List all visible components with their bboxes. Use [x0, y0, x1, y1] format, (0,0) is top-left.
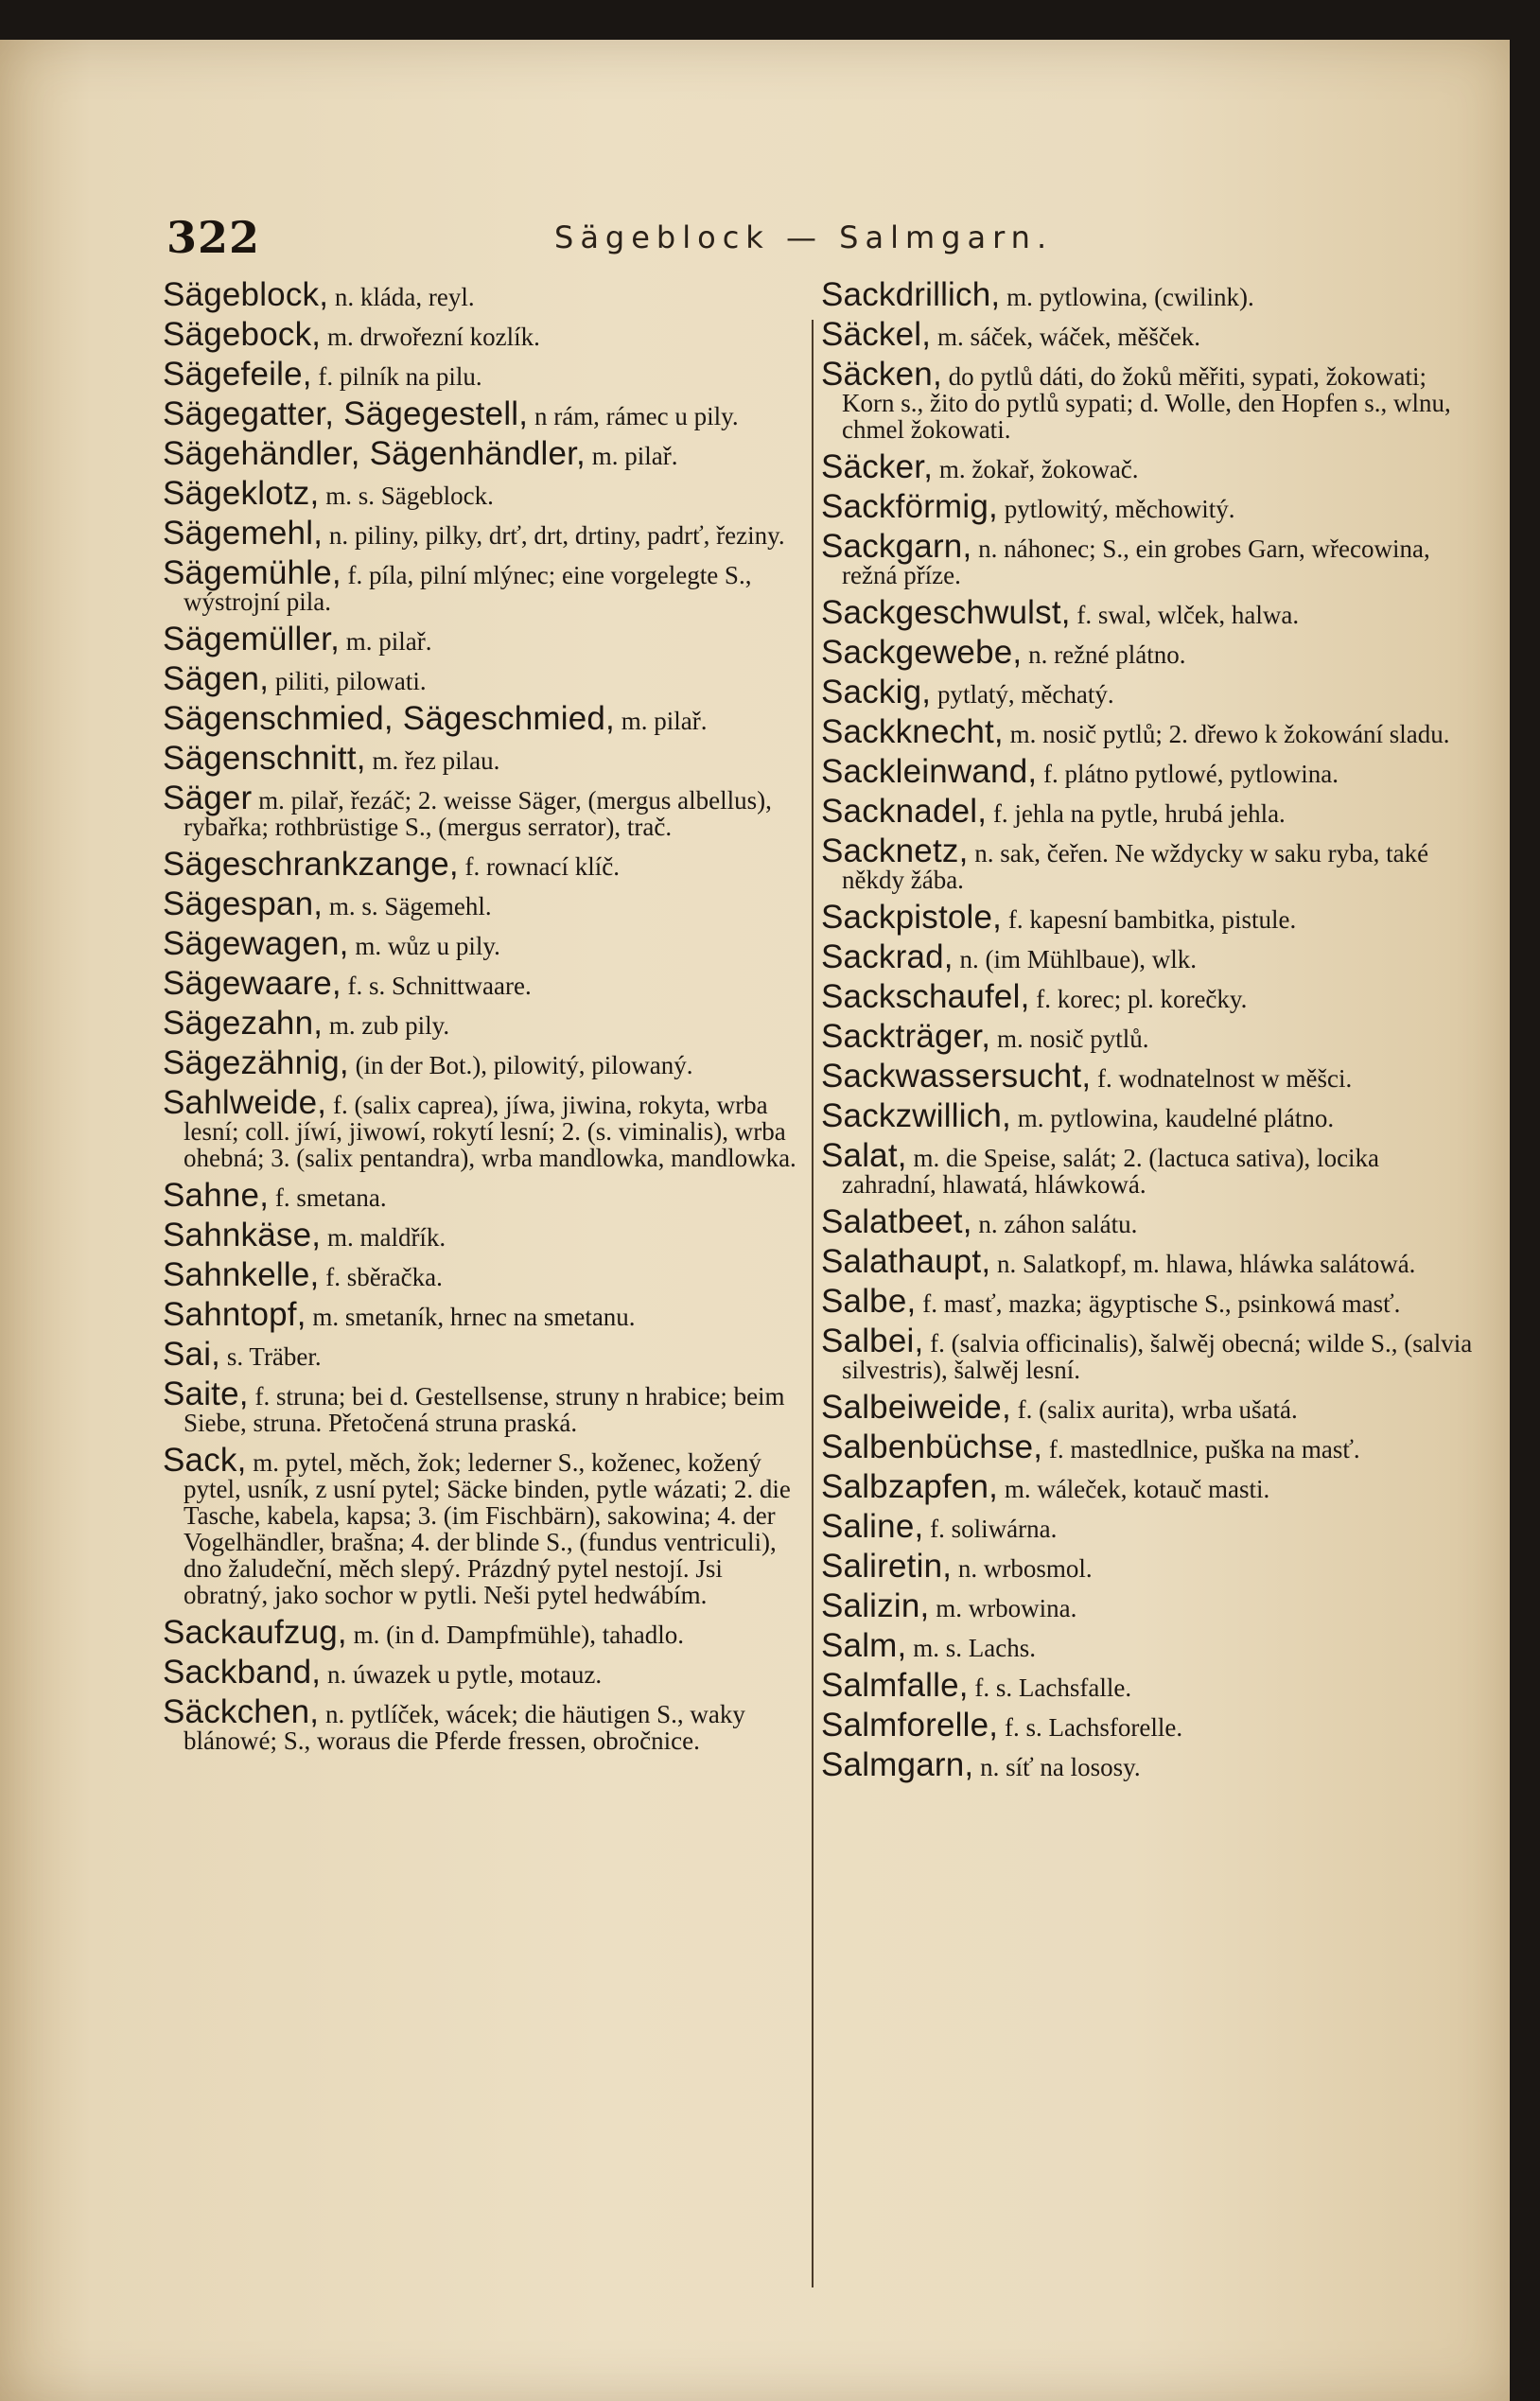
entry-headword: Salathaupt, — [821, 1243, 991, 1280]
dictionary-entry — [821, 1097, 1474, 1134]
entry-definition: (in der Bot.), pilowitý, pilowaný. — [355, 1051, 693, 1079]
dictionary-entry — [163, 846, 806, 883]
entry-definition: f. masť, mazka; ägyptische S., psinkowá masť. — [922, 1289, 1401, 1318]
dictionary-entry — [163, 554, 806, 616]
entry-headword: Sägefeile, — [163, 356, 312, 393]
entry-headword: Sägemüller, — [163, 621, 341, 657]
entry-headword: Salmgarn, — [821, 1746, 974, 1783]
dictionary-entry — [163, 356, 806, 393]
entry-definition: f. soliwárna. — [930, 1515, 1058, 1543]
entry-headword: Sahntopf, — [163, 1296, 306, 1333]
entry-definition: m. s. Sägeblock. — [325, 482, 494, 510]
left-column — [163, 276, 806, 1765]
entry-headword: Sägezahn, — [163, 1005, 324, 1042]
dictionary-entry — [821, 448, 1474, 485]
entry-definition: f. rownací klíč. — [464, 852, 620, 881]
dictionary-entry — [163, 780, 806, 841]
right-column — [821, 276, 1474, 1792]
entry-definition: n. wrbosmol. — [957, 1554, 1093, 1583]
entry-definition: pytlowitý, měchowitý. — [1004, 495, 1235, 523]
entry-definition: piliti, pilowati. — [274, 667, 427, 695]
entry-headword: Sackgeschwulst, — [821, 594, 1071, 631]
entry-headword: Sackträger, — [821, 1018, 991, 1055]
entry-definition: n. náhonec; S., ein grobes Garn, wřecowina, režná příze. — [842, 535, 1430, 589]
entry-definition: m. pilař, řezáč; 2. weisse Säger, (mergus albellus), rybařka; rothbrüstige S., (mergus serrator), trač. — [184, 786, 772, 841]
entry-definition: f. píla, pilní mlýnec; eine vorgelegte S., wýstrojní pila. — [184, 561, 752, 616]
entry-headword: Sacknadel, — [821, 793, 988, 830]
entry-headword: Sägenschmied, Sägeschmied, — [163, 700, 615, 737]
entry-headword: Säckel, — [821, 316, 932, 353]
entry-definition: m. pytel, měch, žok; lederner S., koženec, kožený pytel, usník, z usní pytel; Säcke binden, pytle wázati; 2. die Tasche, kabela, kapsa; 3. (im Fischbärn), sakowina; 4. der Vogelhändler, brašna; 4. der blinde S., (fundus ventriculi), dno žaludeční, měch slepý. Prázdný pytel nestojí. Jsi obratný, jako sochor w pytli. Neši pytel hedwábím. — [184, 1448, 791, 1609]
dictionary-entry — [821, 594, 1474, 631]
entry-headword: Saite, — [163, 1376, 249, 1412]
dictionary-entry — [821, 356, 1474, 444]
entry-definition: f. plátno pytlowé, pytlowina. — [1043, 760, 1339, 788]
entry-definition: do pytlů dáti, do žoků měřiti, sypati, žokowati; Korn s., žito do pytlů sypati; d. Wolle, den Hopfen s., wlnu, chmel žokowati. — [842, 362, 1451, 444]
entry-definition: n. režné plátno. — [1028, 640, 1186, 669]
entry-definition: f. swal, wlček, halwa. — [1076, 601, 1300, 629]
entry-definition: f. sběračka. — [325, 1263, 443, 1291]
entry-headword: Sackrad, — [821, 938, 954, 975]
entry-definition: n. sak, čeřen. Ne wždycky w saku ryba, také někdy žába. — [842, 839, 1429, 894]
entry-definition: n. piliny, pilky, drť, drt, drtiny, padrť, řeziny. — [328, 521, 785, 550]
dictionary-entry — [821, 1746, 1474, 1783]
entry-headword: Salat, — [821, 1137, 907, 1174]
dictionary-entry — [821, 832, 1474, 894]
entry-headword: Sackig, — [821, 674, 932, 710]
dictionary-entry — [821, 1468, 1474, 1505]
dictionary-entry — [163, 621, 806, 657]
dictionary-entry — [821, 938, 1474, 975]
entry-definition: f. mastedlnice, puška na masť. — [1048, 1435, 1360, 1463]
entry-definition: f. struna; bei d. Gestellsense, struny n hrabice; beim Siebe, struna. Přetočená struna praská. — [184, 1382, 785, 1437]
page-header — [166, 212, 1462, 265]
entry-headword: Sackwassersucht, — [821, 1058, 1092, 1095]
entry-headword: Salbenbüchse, — [821, 1428, 1043, 1465]
entry-definition: n. kláda, reyl. — [334, 283, 475, 311]
entry-definition: m. drwořezní kozlík. — [326, 323, 540, 351]
entry-definition: f. (salix aurita), wrba ušatá. — [1017, 1395, 1298, 1424]
entry-headword: Sackgewebe, — [821, 634, 1023, 671]
dictionary-entry — [821, 753, 1474, 790]
dictionary-entry — [163, 1336, 806, 1373]
entry-definition: m. pilař. — [621, 707, 708, 735]
entry-headword: Sahnkelle, — [163, 1256, 320, 1293]
entry-headword: Sackleinwand, — [821, 753, 1038, 790]
entry-definition: f. jehla na pytle, hrubá jehla. — [992, 799, 1286, 828]
entry-headword: Säcken, — [821, 356, 942, 393]
entry-definition: f. s. Lachsfalle. — [974, 1674, 1132, 1702]
entry-definition: n. záhon salátu. — [978, 1210, 1138, 1238]
entry-headword: Sägenschnitt, — [163, 740, 366, 777]
entry-definition: f. (salvia officinalis), šalwěj obecná; wilde S., (salvia silvestris), šalwěj lesní. — [842, 1329, 1473, 1384]
entry-headword: Sahnkäse, — [163, 1217, 322, 1253]
dictionary-entry — [163, 925, 806, 962]
entry-headword: Sägezähnig, — [163, 1044, 349, 1081]
dictionary-entry — [821, 674, 1474, 710]
entry-definition: m. nosič pytlů. — [996, 1025, 1149, 1053]
entry-headword: Salbe, — [821, 1283, 917, 1320]
entry-headword: Sackschaufel, — [821, 978, 1030, 1015]
dictionary-entry — [821, 978, 1474, 1015]
dictionary-entry — [163, 276, 806, 313]
entry-definition: s. Träber. — [226, 1342, 322, 1371]
dictionary-entry — [821, 713, 1474, 750]
dictionary-entry — [821, 1428, 1474, 1465]
entry-definition: m. maldřík. — [326, 1223, 446, 1252]
dictionary-entry — [163, 1376, 806, 1437]
dictionary-entry — [163, 1005, 806, 1042]
entry-definition: n. síť na lososy. — [980, 1753, 1141, 1781]
entry-headword: Salmfalle, — [821, 1667, 969, 1704]
entry-definition: m. zub pily. — [328, 1011, 450, 1040]
dictionary-entry — [163, 435, 806, 472]
dictionary-entry — [163, 395, 806, 432]
entry-headword: Säcker, — [821, 448, 934, 485]
entry-definition: m. wůz u pily. — [355, 932, 500, 960]
dictionary-entry — [821, 1058, 1474, 1095]
dictionary-entry — [821, 1203, 1474, 1240]
dictionary-entry — [163, 965, 806, 1002]
entry-definition: m. pytlowina, (cwilink). — [1006, 283, 1254, 311]
entry-headword: Sahne, — [163, 1177, 270, 1214]
entry-definition: f. wodnatelnost w měšci. — [1097, 1064, 1353, 1093]
entry-headword: Sackgarn, — [821, 528, 972, 565]
dictionary-entry — [821, 1587, 1474, 1624]
dictionary-entry — [821, 1508, 1474, 1545]
dictionary-entry — [821, 1018, 1474, 1055]
entry-headword: Saliretin, — [821, 1548, 953, 1585]
entry-definition: m. (in d. Dampfmühle), tahadlo. — [353, 1621, 684, 1649]
entry-headword: Salbeiweide, — [821, 1389, 1011, 1426]
entry-headword: Sägen, — [163, 660, 270, 697]
entry-headword: Salizin, — [821, 1587, 930, 1624]
entry-definition: n. úwazek u pytle, motauz. — [326, 1660, 603, 1689]
entry-headword: Sägemehl, — [163, 515, 324, 552]
dictionary-entry — [163, 1044, 806, 1081]
dictionary-entry — [163, 1614, 806, 1651]
entry-headword: Sägehändler, Sägenhändler, — [163, 435, 586, 472]
entry-headword: Sack, — [163, 1442, 247, 1479]
entry-definition: m. s. Lachs. — [913, 1634, 1036, 1662]
entry-headword: Sägegatter, Sägegestell, — [163, 395, 529, 432]
entry-definition: m. sáček, wáček, měšček. — [936, 323, 1201, 351]
dictionary-entry — [821, 488, 1474, 525]
entry-definition: f. korec; pl. korečky. — [1036, 985, 1248, 1013]
entry-definition: m. řez pilau. — [372, 746, 500, 775]
entry-definition: m. nosič pytlů; 2. dřewo k žokowání sladu. — [1009, 720, 1450, 748]
entry-definition: m. s. Sägemehl. — [328, 892, 492, 920]
entry-headword: Sägeklotz, — [163, 475, 320, 512]
dictionary-entry — [163, 740, 806, 777]
entry-headword: Sacknetz, — [821, 832, 969, 869]
entry-headword: Sägewagen, — [163, 925, 349, 962]
dictionary-entry — [163, 1442, 806, 1609]
entry-definition: n. pytlíček, wácek; die häutigen S., waky blánowé; S., woraus die Pferde fressen, obročnice. — [184, 1700, 745, 1755]
entry-headword: Sägebock, — [163, 316, 322, 353]
entry-definition: m. pilař. — [345, 627, 432, 656]
dictionary-entry — [821, 528, 1474, 589]
dictionary-entry — [821, 1548, 1474, 1585]
dictionary-entry — [821, 1667, 1474, 1704]
entry-headword: Säckchen, — [163, 1693, 320, 1730]
dictionary-entry — [163, 1217, 806, 1253]
dictionary-entry — [163, 515, 806, 552]
entry-headword: Saline, — [821, 1508, 924, 1545]
dictionary-entry — [163, 475, 806, 512]
dictionary-entry — [821, 276, 1474, 313]
entry-definition: m. pytlowina, kaudelné plátno. — [1017, 1104, 1335, 1132]
dictionary-entry — [821, 793, 1474, 830]
entry-headword: Salbzapfen, — [821, 1468, 999, 1505]
dictionary-entry — [163, 1296, 806, 1333]
entry-headword: Salbei, — [821, 1323, 924, 1359]
dictionary-entry — [821, 1243, 1474, 1280]
entry-headword: Sägemühle, — [163, 554, 341, 591]
entry-definition: f. pilník na pilu. — [318, 362, 482, 391]
column-divider — [812, 320, 814, 2287]
dictionary-entry — [821, 1323, 1474, 1384]
entry-definition: f. kapesní bambitka, pistule. — [1007, 905, 1297, 934]
dictionary-entry — [163, 1256, 806, 1293]
entry-headword: Sackförmig, — [821, 488, 998, 525]
entry-definition: f. smetana. — [274, 1183, 387, 1212]
entry-headword: Salmforelle, — [821, 1707, 999, 1744]
entry-definition: f. s. Lachsforelle. — [1004, 1713, 1183, 1742]
running-head: Sägeblock — Salmgarn. — [554, 219, 1054, 255]
entry-headword: Sägeschrankzange, — [163, 846, 459, 883]
dictionary-entry — [163, 885, 806, 922]
entry-definition: f. (salix caprea), jíwa, jiwina, rokyta, wrba lesní; coll. jíwí, jiwowí, rokytí lesní; 2. (s. viminalis), wrba ohebná; 3. (salix pentandra), wrba mandlowka, mandlowka. — [184, 1091, 796, 1172]
dictionary-entry — [821, 1627, 1474, 1664]
dictionary-entry — [821, 899, 1474, 936]
entry-definition: m. wáleček, kotauč masti. — [1004, 1475, 1270, 1503]
entry-headword: Salatbeet, — [821, 1203, 972, 1240]
dictionary-entry — [821, 1389, 1474, 1426]
entry-definition: m. žokař, žokowač. — [938, 455, 1139, 483]
entry-headword: Sackzwillich, — [821, 1097, 1011, 1134]
entry-definition: n rám, rámec u pily. — [534, 402, 739, 430]
dictionary-entry — [821, 634, 1474, 671]
entry-headword: Sackknecht, — [821, 713, 1004, 750]
entry-headword: Sägespan, — [163, 885, 324, 922]
entry-headword: Sägeblock, — [163, 276, 329, 313]
entry-definition: m. die Speise, salát; 2. (lactuca sativa), locika zahradní, hlawatá, hláwkowá. — [842, 1144, 1380, 1199]
entry-definition: pytlatý, měchatý. — [936, 680, 1114, 709]
page-number: 322 — [166, 212, 261, 263]
dictionary-page — [0, 40, 1510, 2401]
entry-headword: Sägewaare, — [163, 965, 341, 1002]
entry-definition: m. pilař. — [591, 442, 678, 470]
entry-headword: Sackdrillich, — [821, 276, 1001, 313]
dictionary-entry — [163, 1693, 806, 1755]
entry-definition: m. wrbowina. — [936, 1594, 1077, 1622]
entry-headword: Sackband, — [163, 1654, 322, 1691]
entry-headword: Salm, — [821, 1627, 907, 1664]
dictionary-entry — [163, 1084, 806, 1172]
dictionary-entry — [821, 1137, 1474, 1199]
entry-definition: f. s. Schnittwaare. — [347, 972, 532, 1000]
entry-definition: n. (im Mühlbaue), wlk. — [959, 945, 1197, 973]
entry-headword: Säger — [163, 780, 253, 816]
dictionary-entry — [163, 700, 806, 737]
entry-headword: Sackpistole, — [821, 899, 1003, 936]
entry-headword: Sai, — [163, 1336, 221, 1373]
entry-definition: n. Salatkopf, m. hlawa, hláwka salátowá. — [997, 1250, 1416, 1278]
dictionary-entry — [163, 660, 806, 697]
dictionary-entry — [163, 316, 806, 353]
dictionary-entry — [821, 316, 1474, 353]
dictionary-entry — [821, 1707, 1474, 1744]
dictionary-entry — [821, 1283, 1474, 1320]
entry-headword: Sackaufzug, — [163, 1614, 347, 1651]
dictionary-entry — [163, 1177, 806, 1214]
dictionary-entry — [163, 1654, 806, 1691]
entry-headword: Sahlweide, — [163, 1084, 327, 1121]
entry-definition: m. smetaník, hrnec na smetanu. — [312, 1303, 636, 1331]
